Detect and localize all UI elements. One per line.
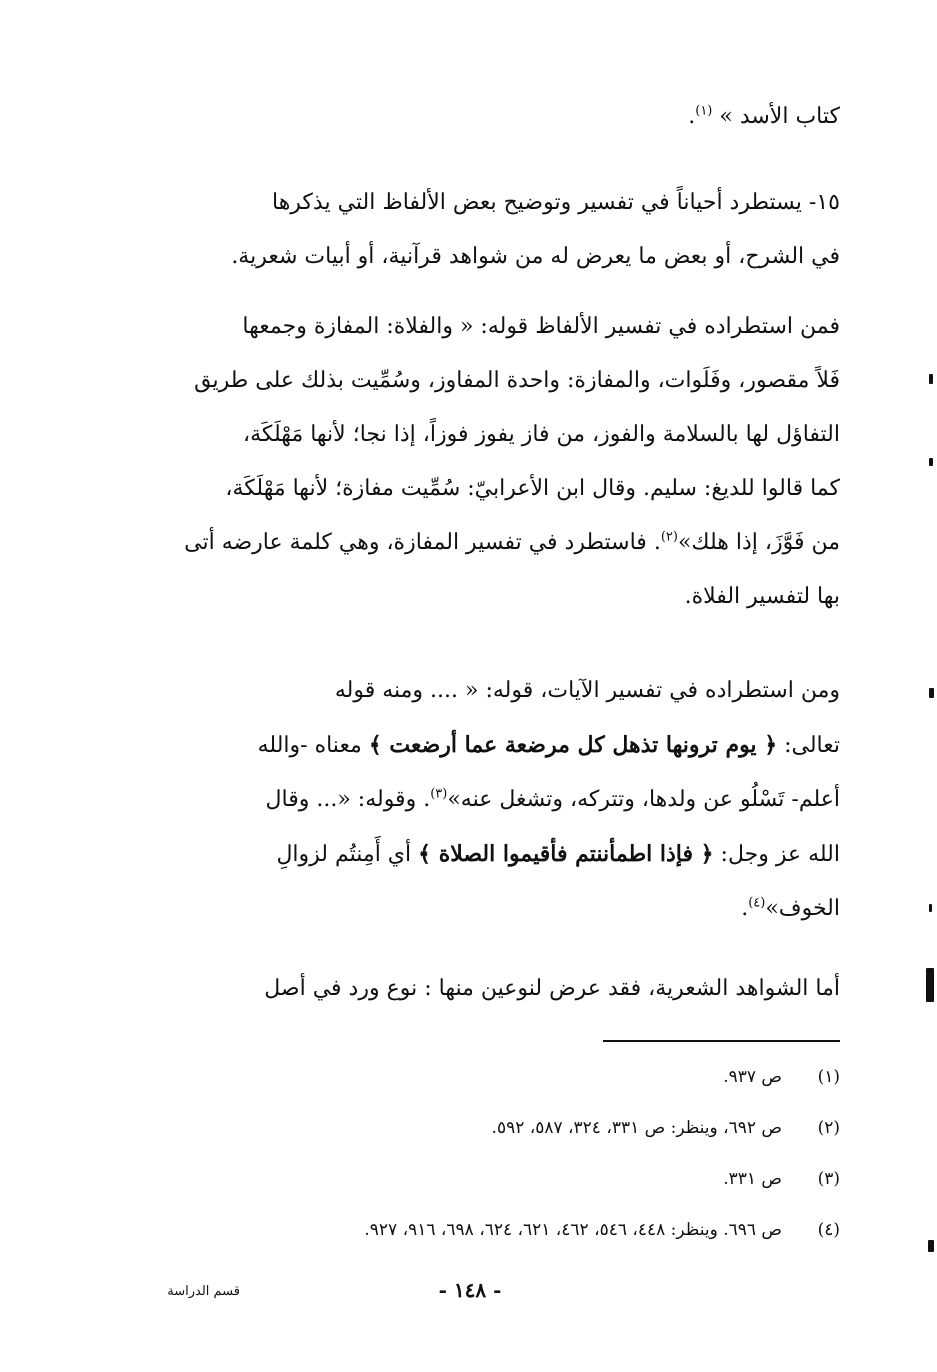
text-line: بها لتفسير الفلاة. — [684, 584, 840, 609]
paragraph-continuation — [118, 90, 840, 144]
text-run: كتاب الأسد » — [719, 104, 840, 129]
paragraph-poetry — [118, 962, 840, 1016]
quran-quote: ﴿ يوم ترونها تذهل كل مرضعة عما أرضعت ﴾ — [368, 732, 778, 758]
footnote-ref[interactable]: (٤) — [748, 895, 766, 911]
footnote-ref[interactable]: (٣) — [430, 786, 448, 802]
text-run: . وقوله: «... وقال — [265, 787, 431, 812]
footnotes — [180, 1052, 840, 1256]
text-run: معناه -والله — [257, 733, 369, 758]
text-line — [118, 718, 840, 773]
text-run: الله عز وجل: — [713, 842, 840, 867]
footnote-number: (١) — [817, 1067, 840, 1087]
page-number: - ١٤٨ - — [438, 1278, 502, 1302]
text-run: أعلم- تَسْلُو عن ولدها، وتتركه، وتشغل عنه» — [447, 787, 840, 812]
text-line: كما قالوا للديغ: سليم. وقال ابن الأعرابيّ: سُمِّيت مفازة؛ لأنها مَهْلَكَة، — [225, 476, 840, 501]
footnote-ref[interactable]: (١) — [695, 103, 713, 119]
footnote-text: ص ٣٣١. — [723, 1169, 782, 1189]
text-line: في الشرح، أو بعض ما يعرض له من شواهد قرآنية، أو أبيات شعرية. — [231, 244, 840, 269]
scan-artifact — [929, 374, 933, 384]
paragraph-word-digression — [118, 300, 840, 624]
text-run: . — [741, 896, 749, 921]
scan-artifact — [929, 904, 932, 912]
text-run: الخوف» — [765, 896, 840, 921]
text-line: ومن استطراده في تفسير الآيات، قوله: « .... ومنه قوله — [334, 678, 840, 703]
footnote-number: (٤) — [817, 1220, 840, 1240]
text-run: تعالى: — [777, 733, 840, 758]
footnote-number: (٣) — [817, 1169, 840, 1189]
text-run: أي أَمِنتُم لزوالِ — [276, 842, 419, 867]
footnote-item — [180, 1052, 840, 1103]
footnote-number: (٢) — [817, 1118, 840, 1138]
text-run: . — [688, 104, 696, 129]
scan-artifact — [926, 968, 934, 1002]
text-line: التفاؤل لها بالسلامة والفوز، من فاز يفوز فوزاً، إذا نجا؛ لأنها مَهْلَكَة، — [242, 422, 840, 447]
paragraph-verse-digression — [118, 664, 840, 936]
running-head: قسم الدراسة — [167, 1284, 240, 1299]
paragraph-item-15 — [118, 176, 840, 284]
text-run: من فَوَّزَ، إذا هلك» — [677, 530, 840, 555]
footnote-ref[interactable]: (٢) — [660, 529, 678, 545]
scan-artifact — [929, 458, 933, 466]
footnote-text: ص ٩٣٧. — [723, 1067, 782, 1087]
scan-artifact — [929, 688, 934, 698]
footnote-text: ص ٦٩٦. وينظر: ٤٤٨، ٥٤٦، ٤٦٢، ٦٢١، ٦٢٤، ٦٩٨، ٩١٦، ٩٢٧. — [364, 1220, 782, 1240]
text-line — [118, 882, 840, 936]
quran-quote: ﴿ فإذا اطمأننتم فأقيموا الصلاة ﴾ — [418, 841, 714, 867]
footnote-text: ص ٦٩٢، وينظر: ص ٣٣١، ٣٢٤، ٥٨٧، ٥٩٢. — [491, 1118, 782, 1138]
scan-artifact — [928, 1240, 934, 1252]
footnote-item — [180, 1205, 840, 1256]
footnote-item — [180, 1154, 840, 1205]
text-line: فَلاً مقصور، وفَلَوات، والمفازة: واحدة المفاوز، وسُمِّيت بذلك على طريق — [194, 368, 840, 393]
text-line — [118, 773, 840, 827]
text-line — [118, 516, 840, 570]
footnote-item — [180, 1103, 840, 1154]
text-line — [118, 90, 840, 144]
text-run: . فاستطرد في تفسير المفازة، وهي كلمة عارضه أتى — [184, 530, 661, 555]
footnote-divider — [603, 1040, 840, 1042]
text-line: ١٥- يستطرد أحياناً في تفسير وتوضيح بعض الألفاظ التي يذكرها — [271, 190, 840, 215]
text-line — [118, 827, 840, 882]
text-line: أما الشواهد الشعرية، فقد عرض لنوعين منها : نوع ورد في أصل — [264, 976, 840, 1001]
text-line: فمن استطراده في تفسير الألفاظ قوله: « والفلاة: المفازة وجمعها — [242, 314, 840, 339]
